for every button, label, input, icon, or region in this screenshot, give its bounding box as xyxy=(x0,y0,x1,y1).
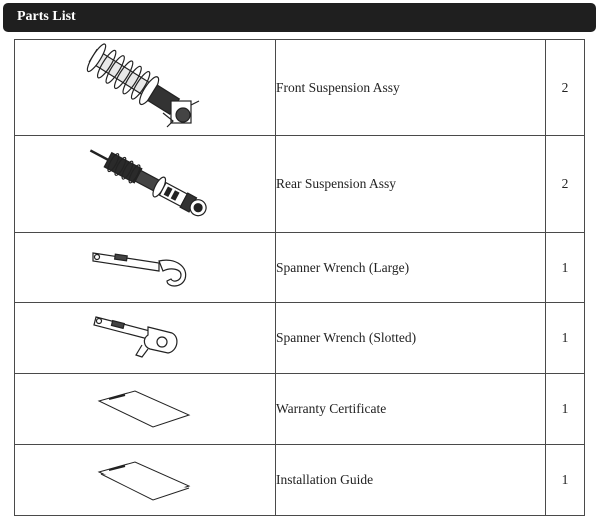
spanner-wrench-large-icon xyxy=(85,243,205,293)
table-row xyxy=(15,233,585,303)
table-row xyxy=(15,136,585,233)
part-name: Rear Suspension Assy xyxy=(276,136,546,233)
part-image-cell xyxy=(15,445,276,516)
table-row xyxy=(15,445,585,516)
table-row xyxy=(15,374,585,445)
part-name: Warranty Certificate xyxy=(276,374,546,445)
part-image-cell xyxy=(15,136,276,233)
table-row xyxy=(15,303,585,374)
part-quantity: 1 xyxy=(546,303,585,374)
spanner-wrench-slotted-icon xyxy=(90,311,200,365)
part-image-cell xyxy=(15,374,276,445)
part-name: Spanner Wrench (Slotted) xyxy=(276,303,546,374)
part-name: Installation Guide xyxy=(276,445,546,516)
front-suspension-icon xyxy=(75,43,215,133)
part-quantity: 1 xyxy=(546,374,585,445)
part-quantity: 1 xyxy=(546,233,585,303)
part-quantity: 2 xyxy=(546,136,585,233)
parts-table xyxy=(14,39,585,516)
warranty-card-icon xyxy=(95,387,195,431)
page-title: Parts List xyxy=(17,9,76,24)
part-quantity: 2 xyxy=(546,40,585,136)
rear-suspension-icon xyxy=(75,140,215,228)
part-image-cell xyxy=(15,303,276,374)
table-row xyxy=(15,40,585,136)
guide-booklet-icon xyxy=(95,458,195,502)
parts-list-header xyxy=(3,3,596,32)
part-name: Front Suspension Assy xyxy=(276,40,546,136)
part-name: Spanner Wrench (Large) xyxy=(276,233,546,303)
part-quantity: 1 xyxy=(546,445,585,516)
part-image-cell xyxy=(15,40,276,136)
part-image-cell xyxy=(15,233,276,303)
